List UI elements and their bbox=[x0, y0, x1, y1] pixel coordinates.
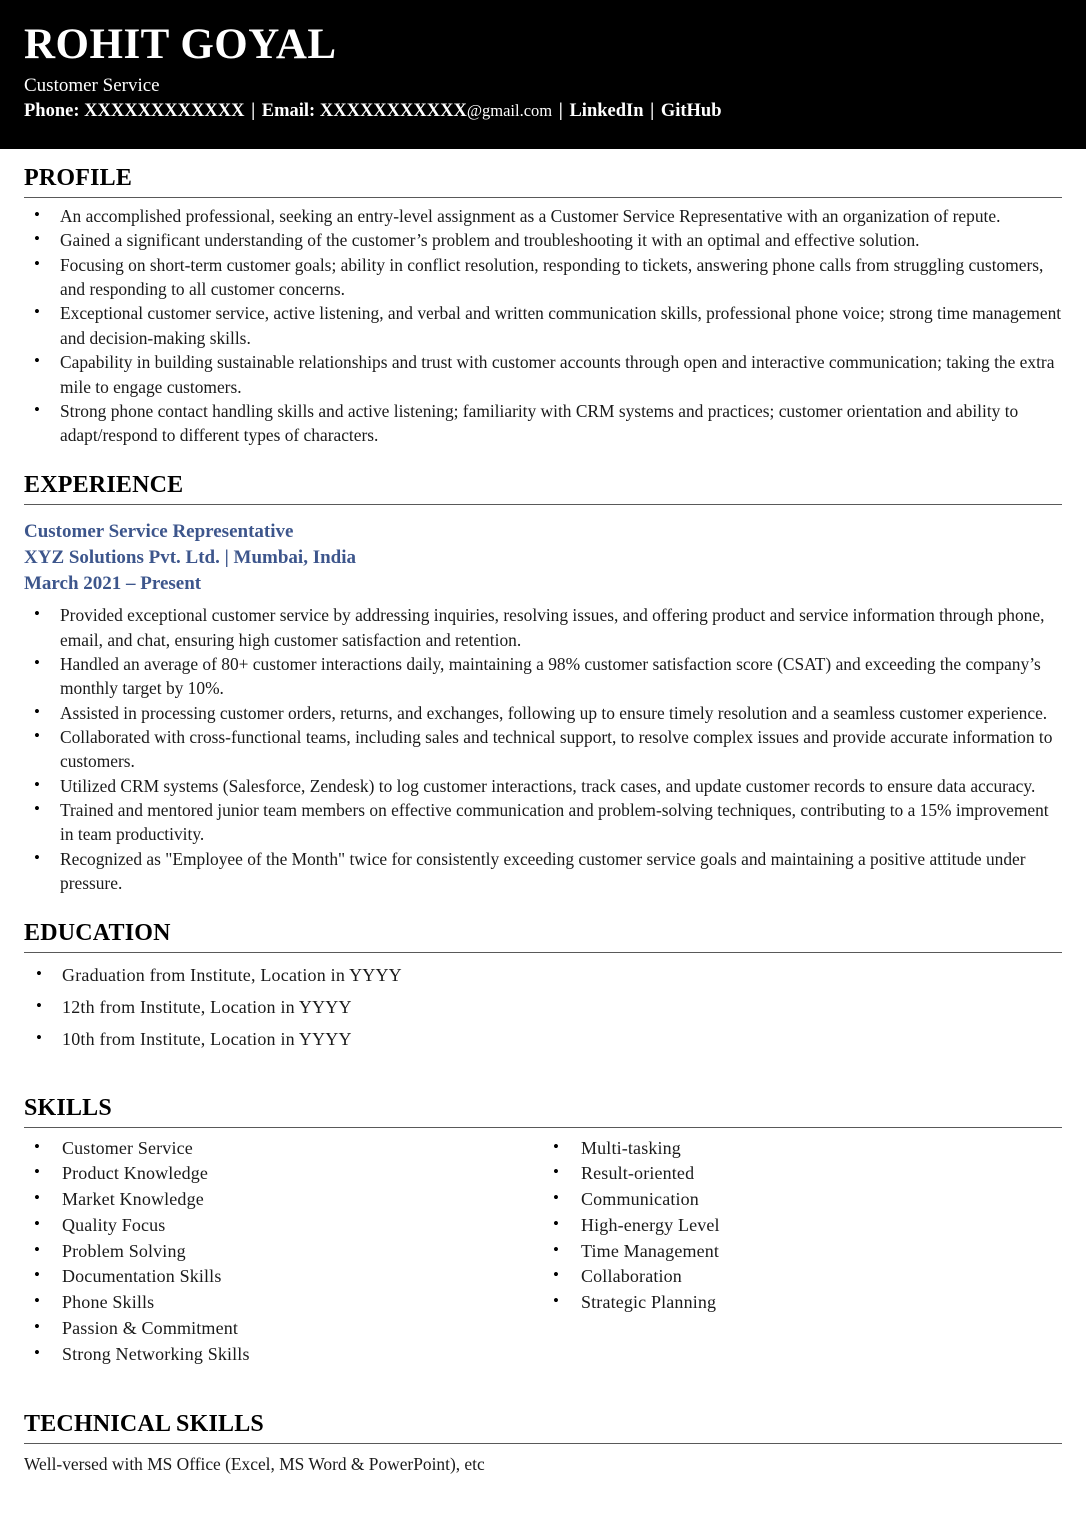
list-item: • Focusing on short-term customer goals; ability in conflict resolution, responding to tickets, answering phone calls from struggling customers, and responding to all customer concerns. bbox=[24, 253, 1062, 302]
skills-list-right bbox=[543, 1136, 1062, 1316]
experience-bullet-list bbox=[24, 603, 1062, 895]
technical-skills-text: Well-versed with MS Office (Excel, MS Word & PowerPoint), etc bbox=[24, 1454, 485, 1475]
list-item: • Customer Service bbox=[24, 1136, 543, 1162]
profile-bullet-list bbox=[24, 204, 1062, 448]
experience-job-title: Customer Service Representative bbox=[24, 520, 294, 542]
resume-body bbox=[0, 163, 1086, 1478]
contact-separator-2: | bbox=[558, 101, 563, 122]
list-item: • Market Knowledge bbox=[24, 1187, 543, 1213]
experience-entry bbox=[24, 519, 1062, 598]
list-item: • 12th from Institute, Location in YYYY bbox=[24, 991, 1062, 1023]
skills-list-left bbox=[24, 1136, 543, 1368]
section-divider-experience bbox=[24, 504, 1062, 505]
list-item: • Gained a significant understanding of the customer’s problem and troubleshooting it with an optimal and effective solution. bbox=[24, 228, 1062, 252]
list-item: • Time Management bbox=[543, 1239, 1062, 1265]
list-item: • Communication bbox=[543, 1187, 1062, 1213]
list-item: • An accomplished professional, seeking an entry-level assignment as a Customer Service Representative with an organization of repute. bbox=[24, 204, 1062, 228]
list-item: • Product Knowledge bbox=[24, 1161, 543, 1187]
experience-company-location: XYZ Solutions Pvt. Ltd. | Mumbai, India bbox=[24, 546, 357, 568]
list-item: • Documentation Skills bbox=[24, 1264, 543, 1290]
list-item: • Quality Focus bbox=[24, 1213, 543, 1239]
list-item: • Strong Networking Skills bbox=[24, 1342, 543, 1368]
list-item: • Assisted in processing customer orders, returns, and exchanges, following up to ensure timely resolution and a seamless customer experience. bbox=[24, 701, 1062, 725]
email-user: XXXXXXXXXXX bbox=[319, 101, 467, 122]
email-domain: @gmail.com bbox=[466, 101, 553, 121]
skills-column-left bbox=[24, 1136, 543, 1368]
github-link[interactable]: GitHub bbox=[660, 101, 722, 122]
section-skills bbox=[24, 1093, 1062, 1368]
list-item: • Problem Solving bbox=[24, 1239, 543, 1265]
list-item: • Exceptional customer service, active listening, and verbal and written communication skills, professional phone voice; strong time management and decision-making skills. bbox=[24, 301, 1062, 350]
section-title-technical-skills: TECHNICAL SKILLS bbox=[24, 1411, 264, 1438]
contact-line bbox=[24, 99, 1086, 123]
list-item: • Graduation from Institute, Location in YYYY bbox=[24, 959, 1062, 991]
section-title-experience: EXPERIENCE bbox=[24, 471, 184, 498]
section-divider-technical-skills bbox=[24, 1443, 1062, 1444]
phone-value: XXXXXXXXXXXX bbox=[84, 101, 245, 122]
section-profile bbox=[24, 163, 1062, 448]
list-item: • 10th from Institute, Location in YYYY bbox=[24, 1023, 1062, 1055]
resume-header-band bbox=[0, 0, 1086, 149]
section-divider-education bbox=[24, 952, 1062, 953]
contact-separator-1: | bbox=[251, 101, 256, 122]
section-divider-skills bbox=[24, 1127, 1062, 1128]
list-item: • Recognized as "Employee of the Month" twice for consistently exceeding customer service goals and maintaining a positive attitude under pressure. bbox=[24, 847, 1062, 896]
list-item: • Passion & Commitment bbox=[24, 1316, 543, 1342]
list-item: • Strategic Planning bbox=[543, 1290, 1062, 1316]
linkedin-link[interactable]: LinkedIn bbox=[569, 101, 644, 122]
email-label: Email: bbox=[261, 101, 316, 122]
section-title-skills: SKILLS bbox=[24, 1094, 112, 1121]
section-divider-profile bbox=[24, 197, 1062, 198]
list-item: • Collaborated with cross-functional teams, including sales and technical support, to resolve complex issues and provide accurate information to customers. bbox=[24, 725, 1062, 774]
list-item: • Collaboration bbox=[543, 1264, 1062, 1290]
list-item: • Handled an average of 80+ customer interactions daily, maintaining a 98% customer satisfaction score (CSAT) and exceeding the company’s monthly target by 10%. bbox=[24, 652, 1062, 701]
list-item: • High-energy Level bbox=[543, 1213, 1062, 1239]
list-item: • Provided exceptional customer service by addressing inquiries, resolving issues, and offering product and service information through phone, email, and chat, ensuring high customer satisfaction and retention. bbox=[24, 603, 1062, 652]
phone-label: Phone: bbox=[24, 101, 80, 122]
list-item: • Multi-tasking bbox=[543, 1136, 1062, 1162]
section-technical-skills bbox=[24, 1409, 1062, 1477]
section-education bbox=[24, 918, 1062, 1055]
list-item: • Trained and mentored junior team members on effective communication and problem-solving techniques, contributing to a 15% improvement in team productivity. bbox=[24, 798, 1062, 847]
section-title-education: EDUCATION bbox=[24, 919, 171, 946]
section-experience bbox=[24, 470, 1062, 896]
list-item: • Result-oriented bbox=[543, 1161, 1062, 1187]
page-title: ROHIT GOYAL bbox=[24, 21, 337, 68]
skills-columns bbox=[24, 1136, 1062, 1368]
section-title-profile: PROFILE bbox=[24, 165, 133, 191]
experience-dates: March 2021 – Present bbox=[24, 573, 202, 595]
headline-subtitle: Customer Service bbox=[24, 74, 160, 96]
contact-separator-3: | bbox=[650, 101, 655, 122]
list-item: • Utilized CRM systems (Salesforce, Zendesk) to log customer interactions, track cases, and update customer records to ensure data accuracy. bbox=[24, 774, 1062, 798]
list-item: • Phone Skills bbox=[24, 1290, 543, 1316]
skills-column-right bbox=[543, 1136, 1062, 1368]
list-item: • Strong phone contact handling skills and active listening; familiarity with CRM systems and practices; customer orientation and ability to adapt/respond to different types of characters. bbox=[24, 399, 1062, 448]
education-bullet-list bbox=[24, 959, 1062, 1055]
list-item: • Capability in building sustainable relationships and trust with customer accounts through open and interactive communication; taking the extra mile to engage customers. bbox=[24, 350, 1062, 399]
